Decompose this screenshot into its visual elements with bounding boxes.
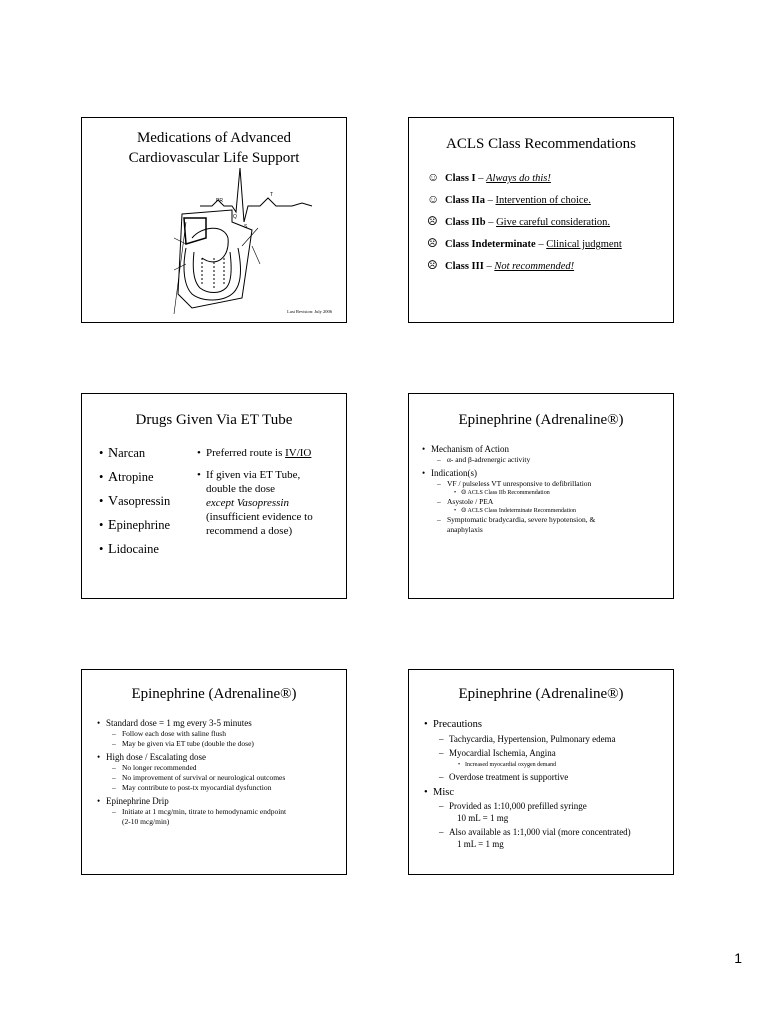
face-icon: ☹ bbox=[427, 258, 438, 272]
drug-list bbox=[108, 446, 170, 566]
vial-line-1: – Also available as 1:1,000 vial (more concentrated) bbox=[449, 827, 631, 837]
route-value: IV/IO bbox=[285, 447, 312, 459]
drug-rest: idocaine bbox=[116, 542, 159, 556]
provided-line-1: – Provided as 1:10,000 prefilled syringe bbox=[449, 801, 587, 811]
item-standard-dose: • Standard dose = 1 mg every 3-5 minutes bbox=[106, 718, 286, 729]
et-notes bbox=[206, 446, 313, 538]
class-item bbox=[427, 258, 574, 273]
slide-drugs-et-tube bbox=[81, 393, 347, 599]
item-vf: – VF / pulseless VT unresponsive to defibrillation bbox=[447, 479, 595, 489]
class-separator: – bbox=[484, 195, 496, 206]
ecg-label-q: Q bbox=[233, 214, 237, 220]
class-label: Class IIb bbox=[445, 217, 486, 228]
drug-initial: V bbox=[108, 494, 119, 509]
drug-rest: arcan bbox=[118, 446, 146, 460]
class-item bbox=[427, 170, 551, 185]
symptomatic-line-1: – Symptomatic bradycardia, severe hypotension, & bbox=[447, 515, 596, 524]
item-precautions: • Precautions bbox=[433, 718, 631, 732]
item-symptomatic bbox=[447, 515, 595, 535]
class-description: Always do this! bbox=[486, 173, 551, 184]
item-misc: • Misc bbox=[433, 786, 631, 800]
item-mechanism: • Mechanism of Action bbox=[431, 444, 595, 455]
note-preferred-route bbox=[206, 446, 313, 460]
class-separator: – bbox=[483, 261, 495, 272]
title-line-2: Cardiovascular Life Support bbox=[128, 150, 300, 166]
ecg-label-t: T bbox=[270, 192, 274, 198]
drug-initial: E bbox=[108, 518, 117, 533]
item-o2: • Increased myocardial oxygen demand bbox=[465, 760, 631, 770]
item-via-et: – May be given via ET tube (double the dose) bbox=[122, 739, 286, 749]
slide-title: Drugs Given Via ET Tube bbox=[135, 412, 293, 428]
class-label: Class Indeterminate bbox=[445, 239, 536, 250]
item-initiate bbox=[122, 807, 286, 827]
slide-title: ACLS Class Recommendations bbox=[446, 136, 636, 152]
class-label: Class III bbox=[445, 261, 484, 272]
heart-ecg-illustration bbox=[82, 118, 347, 323]
class-label: Class I bbox=[445, 173, 476, 184]
item-follow: – Follow each dose with saline flush bbox=[122, 729, 286, 739]
provided-line-2: 10 mL = 1 mg bbox=[457, 813, 509, 823]
symptomatic-line-2: anaphylaxis bbox=[447, 525, 483, 534]
mechanism-content bbox=[431, 444, 595, 535]
precautions-content bbox=[433, 718, 631, 850]
class-label: Class IIa bbox=[445, 195, 485, 206]
item-asystole-class: • ☹ ACLS Class Indeterminate Recommendation bbox=[461, 507, 595, 515]
slide-acls-class-recommendations bbox=[408, 117, 674, 323]
ecg-label-pr: PR bbox=[216, 198, 223, 204]
route-prefix: Preferred route is bbox=[206, 447, 286, 459]
item-contribute: – May contribute to post-tx myocardial dysfunction bbox=[122, 783, 286, 793]
item-ischemia: – Myocardial Ischemia, Angina bbox=[449, 746, 631, 760]
title-line-1: Medications of Advanced bbox=[136, 130, 292, 146]
drug-initial: A bbox=[108, 470, 119, 485]
class-item bbox=[427, 214, 610, 229]
item-asystole: – Asystole / PEA bbox=[447, 497, 595, 507]
face-icon: ☺ bbox=[427, 170, 440, 184]
drug-initial: N bbox=[108, 446, 119, 461]
drug-item bbox=[108, 494, 170, 510]
slide-medications-acls bbox=[81, 117, 347, 323]
initiate-line-2: (2-10 mcg/min) bbox=[122, 817, 170, 826]
page-number: 1 bbox=[734, 950, 742, 966]
ecg-trace bbox=[200, 168, 312, 222]
drug-rest: asopressin bbox=[118, 494, 171, 508]
item-high-dose: • High dose / Escalating dose bbox=[106, 752, 286, 763]
class-description: Intervention of choice. bbox=[495, 195, 591, 206]
class-description: Give careful consideration. bbox=[496, 217, 611, 228]
item-provided bbox=[449, 800, 631, 824]
item-mechanism-sub: – α- and β-adrenergic activity bbox=[447, 455, 595, 465]
class-description: Clinical judgment bbox=[546, 239, 622, 250]
et-line-5: recommend a dose) bbox=[206, 525, 293, 537]
item-tachy: – Tachycardia, Hypertension, Pulmonary edema bbox=[449, 732, 631, 746]
class-item bbox=[427, 192, 591, 207]
item-no-improvement: – No improvement of survival or neurological outcomes bbox=[122, 773, 286, 783]
item-overdose: – Overdose treatment is supportive bbox=[449, 770, 631, 784]
slide-title: Epinephrine (Adrenaline®) bbox=[458, 412, 624, 428]
item-no-longer: – No longer recommended bbox=[122, 763, 286, 773]
drug-item bbox=[108, 542, 170, 558]
et-line-2: double the dose bbox=[206, 483, 276, 495]
face-icon: ☹ bbox=[427, 214, 438, 228]
et-line-1: • If given via ET Tube, bbox=[206, 469, 301, 481]
drug-item bbox=[108, 470, 170, 486]
initiate-line-1: – Initiate at 1 mcg/min, titrate to hemodynamic endpoint bbox=[122, 807, 287, 816]
item-drip: • Epinephrine Drip bbox=[106, 796, 286, 807]
vial-line-2: 1 mL = 1 mg bbox=[457, 839, 504, 849]
revision-note: Last Revision: July 2006 bbox=[287, 309, 332, 314]
class-separator: – bbox=[485, 217, 497, 228]
dosing-content bbox=[106, 718, 286, 827]
class-description: Not recommended! bbox=[494, 261, 575, 272]
face-icon: ☹ bbox=[427, 236, 438, 250]
drug-rest: tropine bbox=[118, 470, 154, 484]
item-indications: • Indication(s) bbox=[431, 468, 595, 479]
drug-item bbox=[108, 518, 170, 534]
class-separator: – bbox=[535, 239, 547, 250]
slide-epinephrine-dosing bbox=[81, 669, 347, 875]
note-et-tube bbox=[206, 468, 313, 538]
face-icon: ☺ bbox=[427, 192, 440, 206]
et-line-3: except Vasopressin bbox=[206, 497, 289, 509]
drug-rest: pinephrine bbox=[116, 518, 171, 532]
slide-title: Epinephrine (Adrenaline®) bbox=[131, 686, 297, 702]
class-item bbox=[427, 236, 622, 251]
class-separator: – bbox=[475, 173, 487, 184]
slide-epinephrine-precautions bbox=[408, 669, 674, 875]
drug-initial: L bbox=[108, 542, 117, 557]
drug-item bbox=[108, 446, 170, 462]
ecg-label-s: S bbox=[244, 224, 248, 230]
item-vf-class: • ☹ ACLS Class IIb Recommendation bbox=[461, 489, 595, 497]
item-vial bbox=[449, 826, 631, 850]
slide-epinephrine-mechanism bbox=[408, 393, 674, 599]
slide-title: Epinephrine (Adrenaline®) bbox=[458, 686, 624, 702]
et-line-4: (insufficient evidence to bbox=[206, 511, 313, 523]
